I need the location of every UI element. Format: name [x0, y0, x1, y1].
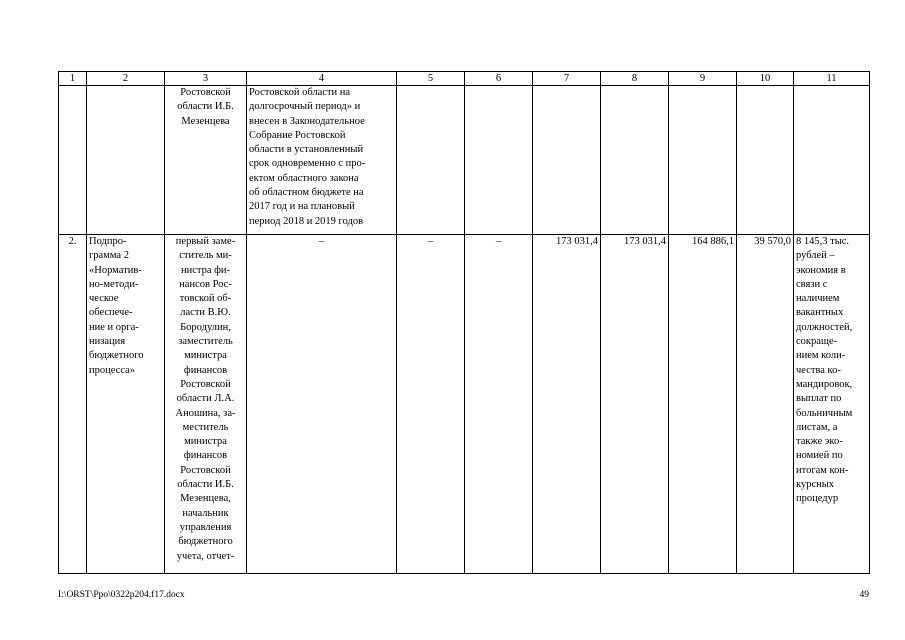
subprogram-name-text: Подпро- грамма 2 «Норматив- но-методи- ческое обеспече- ние и орга- низация бюджетного процесса» [89, 236, 144, 376]
table-cell [87, 235, 165, 574]
column-header: 10 [737, 72, 794, 86]
description-text: Ростовской области на долгосрочный период» и внесен в Законодательное Собрание Ростовской области в установленный срок одновременно с про- ектом областного закона об областном бюджете на 2017 год и на плановый период 2018 и 2019 годов [249, 87, 366, 227]
column-header: 1 [59, 72, 87, 86]
table-cell [397, 86, 465, 235]
amount-cell: 39 570,0 [737, 235, 794, 574]
amount-cell: 173 031,4 [533, 235, 601, 574]
column-header: 9 [669, 72, 737, 86]
table-cell [87, 86, 165, 235]
column-header: 8 [601, 72, 669, 86]
table-cell: – [397, 235, 465, 574]
table-cell [601, 86, 669, 235]
column-header: 5 [397, 72, 465, 86]
column-header: 6 [465, 72, 533, 86]
table-row-subprogram-2 [59, 235, 870, 574]
table-cell [794, 86, 870, 235]
table-cell: – [465, 235, 533, 574]
amount-cell: 164 886,1 [669, 235, 737, 574]
report-table [58, 71, 870, 574]
column-header: 4 [247, 72, 397, 86]
footer-page-number: 49 [859, 590, 869, 600]
column-header: 3 [165, 72, 247, 86]
column-number-row [59, 72, 870, 86]
table-cell [737, 86, 794, 235]
row-number-cell: 2. [59, 235, 87, 574]
footer-file-path: I:\ORST\Ppo\0322p204.f17.docx [58, 590, 185, 600]
responsible-executor-text: первый заме- ститель ми- нистра фи- нансов Рос- товской об- ласти В.Ю. Бородулин, заместитель министра финансов Ростовской области Л.А. Аношина, за- меститель министра финансов Ростовской области И.Б. Мезенцева, начальник управления бюджетного учета, отчет- [175, 236, 236, 562]
table-cell [247, 86, 397, 235]
column-header: 7 [533, 72, 601, 86]
table-cell [465, 86, 533, 235]
table-cell [794, 235, 870, 574]
table-cell [165, 235, 247, 574]
amount-cell: 173 031,4 [601, 235, 669, 574]
column-header: 11 [794, 72, 870, 86]
table-cell [165, 86, 247, 235]
responsible-executor-text: Ростовской области И.Б. Мезенцева [177, 87, 234, 127]
table-cell [669, 86, 737, 235]
table-cell: – [247, 235, 397, 574]
deviation-reason-text: 8 145,3 тыс. рублей – экономия в связи с наличием вакантных должностей, сокраще- нием коли- чества ко- мандировок, выплат по больничным листам, а также эко- номией по итогам кон- курсных процедур [796, 236, 853, 505]
table-row-continuation [59, 86, 870, 235]
table-cell [533, 86, 601, 235]
column-header: 2 [87, 72, 165, 86]
table-cell [59, 86, 87, 235]
